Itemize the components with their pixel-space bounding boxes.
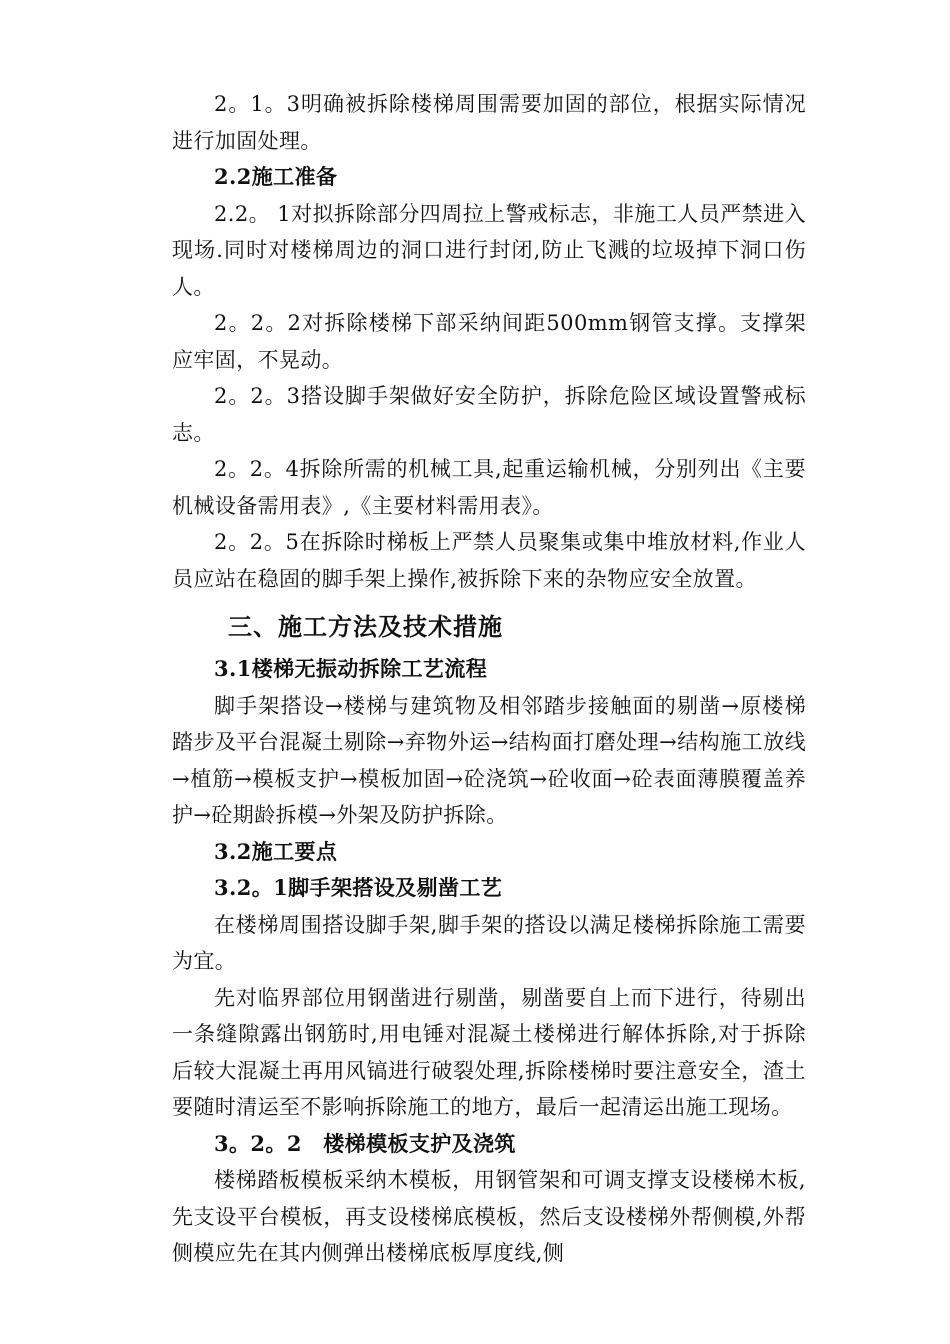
paragraph-2-2-1: 2.2。 1对拟拆除部分四周拉上警戒标志，非施工人员严禁进入现场.同时对楼梯周边的洞口进行封闭,防止飞溅的垃圾掉下洞口伤人。	[172, 201, 806, 299]
document-body	[172, 86, 806, 1272]
paragraph-3-2-1-scaffold: 在楼梯周围搭设脚手架,脚手架的搭设以满足楼梯拆除施工需要为宜。	[172, 912, 806, 973]
paragraph-2-2-4: 2。2。4拆除所需的机械工具,起重运输机械，分别列出《主要机械设备需用表》,《主要材料需用表》。	[172, 457, 806, 518]
paragraph-3-2-2-formwork: 楼梯踏板模板采纳木模板，用钢管架和可调支撑支设楼梯木板,先支设平台模板，再支设楼梯底模板，然后支设楼梯外帮侧模,外帮侧模应先在其内侧弹出楼梯底板厚度线,侧	[172, 1168, 806, 1265]
heading-2-2: 2.2施工准备	[214, 164, 338, 189]
paragraph-2-2-5: 2。2。5在拆除时梯板上严禁人员聚集或集中堆放材料,作业人员应站在稳固的脚手架上操作,被拆除下来的杂物应安全放置。	[172, 530, 806, 591]
heading-3-2: 3.2施工要点	[214, 838, 338, 864]
paragraph-3-1-process-flow: 脚手架搭设→楼梯与建筑物及相邻踏步接触面的剔凿→原楼梯踏步及平台混凝土剔除→弃物外运→结构面打磨处理→结构施工放线→植筋→模板支护→模板加固→砼浇筑→砼收面→砼表面薄膜覆盖养护→砼期龄拆模→外架及防护拆除。	[172, 693, 806, 827]
paragraph-2-2-2: 2。2。2对拆除楼梯下部采纳间距500mm钢管支撑。支撑架应牢固，不晃动。	[172, 311, 806, 372]
paragraph-3-2-1-chiseling: 先对临界部位用钢凿进行剔凿，剔凿要自上而下进行，待剔出一条缝隙露出钢筋时,用电锤对混凝土楼梯进行解体拆除,对于拆除后较大混凝土再用风镐进行破裂处理,拆除楼梯时要注意安全，渣土要随时清运至不影响拆除施工的地方，最后一起清运出施工现场。	[172, 985, 806, 1119]
paragraph-2-1-3: 2。1。3明确被拆除楼梯周围需要加固的部位，根据实际情况进行加固处理。	[172, 92, 806, 153]
heading-3-1: 3.1楼梯无振动拆除工艺流程	[214, 656, 488, 681]
heading-3-2-2: 3。2。2 楼梯模板支护及浇筑	[214, 1130, 516, 1156]
heading-section-3: 三、施工方法及技术措施	[228, 612, 503, 641]
paragraph-2-2-3: 2。2。3搭设脚手架做好安全防护，拆除危险区域设置警戒标志。	[172, 384, 806, 445]
heading-3-2-1: 3.2。1脚手架搭设及剔凿工艺	[214, 875, 503, 900]
